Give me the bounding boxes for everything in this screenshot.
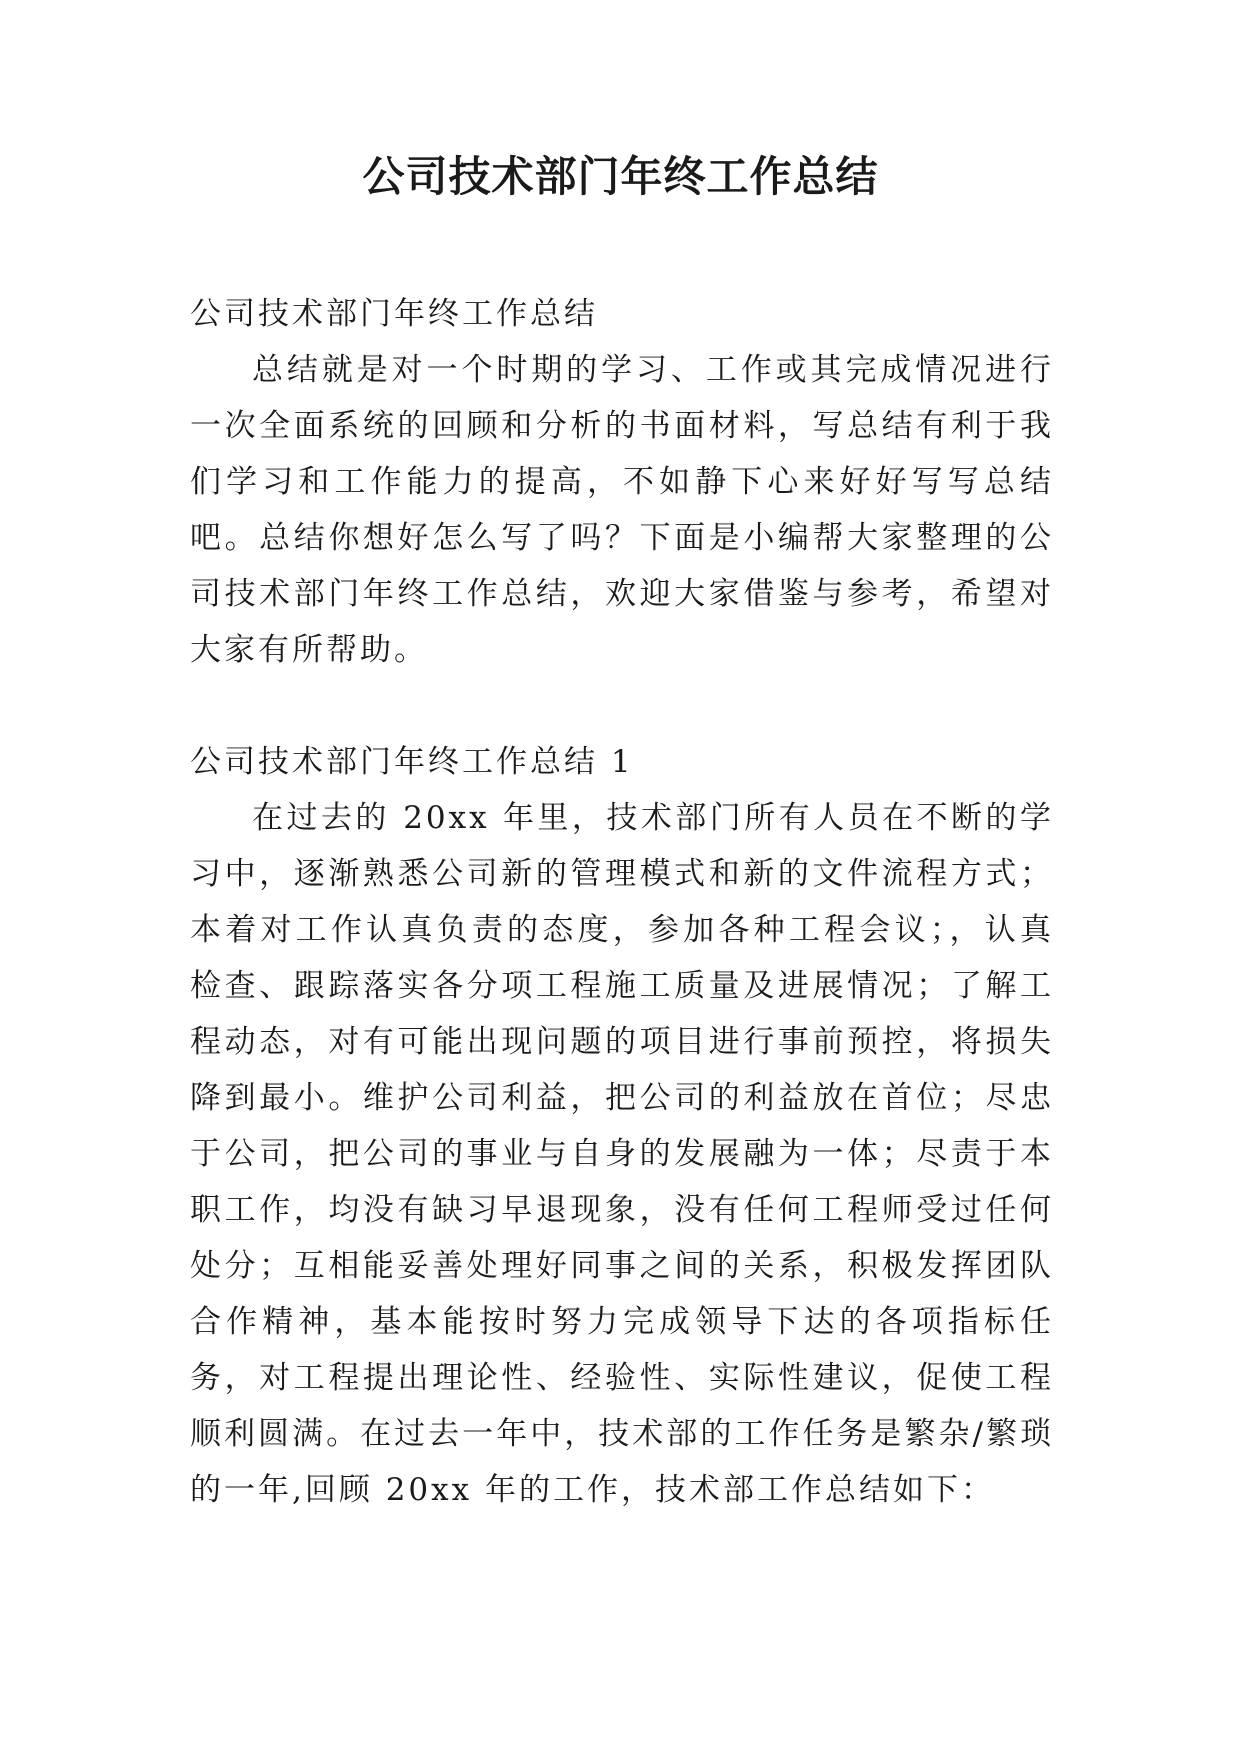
- section-1-paragraph: 在过去的 20xx 年里，技术部门所有人员在不断的学习中，逐渐熟悉公司新的管理模式和新的文件流程方式；本着对工作认真负责的态度，参加各种工程会议；，认真检查、跟踪落实各分项工程施工质量及进展情况；了解工程动态，对有可能出现问题的项目进行事前预控，将损失降到最小。维护公司利益，把公司的利益放在首位；尽忠于公司，把公司的事业与自身的发展融为一体；尽责于本职工作，均没有缺习早退现象，没有任何工程师受过任何处分；互相能妥善处理好同事之间的关系，积极发挥团队合作精神，基本能按时努力完成领导下达的各项指标任务，对工程提出理论性、经验性、实际性建议，促使工程顺利圆满。在过去一年中，技术部的工作任务是繁杂/繁琐的一年,回顾 20xx 年的工作，技术部工作总结如下：: [190, 800, 1054, 1508]
- section-1-heading: 公司技术部门年终工作总结 1: [190, 744, 634, 780]
- document-body: [190, 286, 1054, 1518]
- intro-paragraph: 总结就是对一个时期的学习、工作或其完成情况进行一次全面系统的回顾和分析的书面材料，写总结有利于我们学习和工作能力的提高，不如静下心来好好写写总结吧。总结你想好怎么写了吗？下面是小编帮大家整理的公司技术部门年终工作总结，欢迎大家借鉴与参考，希望对大家有所帮助。: [190, 352, 1054, 668]
- document-title: 公司技术部门年终工作总结: [362, 152, 879, 201]
- section-spacer: [190, 678, 1054, 734]
- intro-heading: 公司技术部门年终工作总结: [190, 296, 598, 332]
